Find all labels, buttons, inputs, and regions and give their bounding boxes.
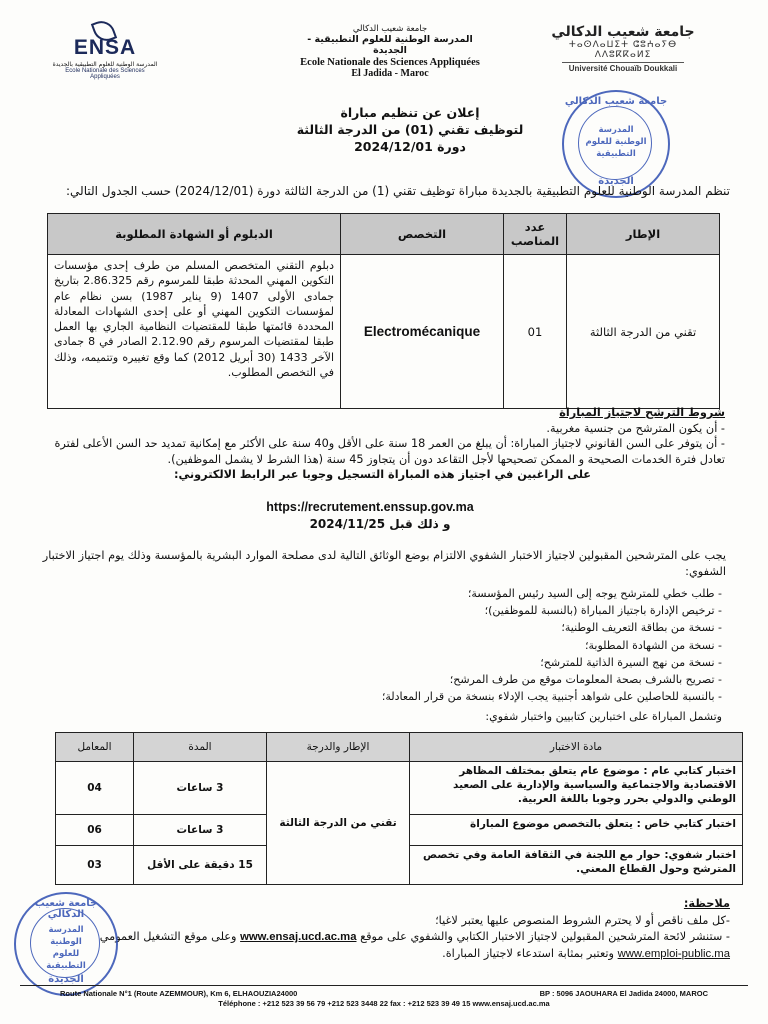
official-stamp-top (562, 90, 670, 198)
stamp-city: الجديدة (598, 176, 634, 187)
th-grade-level: الإطار والدرجة (267, 733, 410, 762)
documents-list (36, 585, 742, 705)
registration-link[interactable]: https://recrutement.enssup.gov.ma (266, 500, 474, 514)
cell-duration: 3 ساعات (134, 762, 267, 815)
cell-coefficient: 06 (56, 815, 134, 846)
stamp-text: جامعة شعيب الدكالي (34, 898, 98, 920)
header-school-ar: المدرسة الوطنية للعلوم التطبيقية - الجديدة (307, 34, 473, 56)
cell-count: 01 (504, 255, 567, 409)
list-item: - بالنسبة للحاصلين على شواهد أجنبية يجب الإدلاء بنسخة من قرار المعادلة؛ (36, 688, 722, 705)
ensaj-site-link[interactable]: www.ensaj.ucd.ac.ma (240, 931, 357, 943)
conditions-heading: شروط الترشح لاجتياز المباراة (559, 406, 725, 419)
cell-subject: اختبار كتابي خاص : يتعلق بالتخصص موضوع المباراة (410, 815, 743, 846)
header-univ-ar: جامعة شعيب الدكالي (352, 24, 428, 34)
list-item: - نسخة من بطاقة التعريف الوطنية؛ (36, 619, 722, 636)
list-item: - نسخة من نهج السيرة الذاتية للمترشح؛ (36, 654, 722, 671)
stamp-city: الجديدة (48, 974, 84, 985)
exams-table (55, 732, 743, 885)
th-subject: مادة الاختبار (410, 733, 743, 762)
th-duration: المدة (134, 733, 267, 762)
cell-subject: اختبار شفوي: حوار مع اللجنة في الثقافة العامة وفي تخصص المترشح وحول القطاع المعني. (410, 846, 743, 885)
title-line-1: إعلان عن تنظيم مباراة (340, 105, 480, 120)
stamp-inner-text: المدرسة الوطنية للعلوم التطبيقية (585, 125, 647, 159)
ensa-french-name: Ecole Nationale des Sciences Appliquées (65, 68, 145, 80)
footer (20, 985, 748, 1008)
positions-table (47, 213, 720, 409)
cell-diploma: دبلوم التقني المتخصص المسلم من طرف إحدى مؤسسات التكوين المهني المحدثة طبقا للمرسوم رقم 2.86.325 بتاريخ جمادى الأولى 1407 (9 يناير 1987) بسن نظام عام لمؤسسات التكوين المهني أو على إحدى الشهادات المعادلة المحددة قائمتها طبقا للمقتضيات النظامية الجاري بها العمل طبقا لمقتضيات المرسوم رقم 2.12.90 الصادر في 8 جمادى الآخر 1433 (30 أبريل 2012) كما وقع تغييره وتتميمه، وذلك في التخصص المطلوب. (48, 255, 341, 409)
univ-name-amazigh: ⵜⴰⵙⴷⴰⵡⵉⵜ ⵛⵓⵄⴰⵢⴱ ⴷⴷⵓⴽⴽⴰⵍⵉ (568, 40, 678, 60)
announcement-title (250, 104, 570, 155)
list-item: - نسخة من الشهادة المطلوبة؛ (36, 637, 722, 654)
header-city-fr: El Jadida - Maroc (351, 68, 429, 79)
footer-po-box: BP : 5096 JAOUHARA El Jadida 24000, MAROC (539, 989, 708, 998)
cell-coefficient: 04 (56, 762, 134, 815)
cell-grade: تقني من الدرجة الثالثة (567, 255, 720, 409)
table-row (48, 255, 720, 409)
cell-grade-level: تقني من الدرجة الثالثة (267, 762, 410, 885)
registration-deadline: و ذلك قبل 2024/11/25 (309, 517, 451, 531)
header-school-fr: Ecole Nationale des Sciences Appliquées (300, 57, 480, 68)
emploi-public-link[interactable]: www.emploi-public.ma (617, 947, 730, 960)
exam-note: وتشمل المباراة على اختبارين كتابيين واختبار شفوي: (485, 710, 722, 723)
cell-coefficient: 03 (56, 846, 134, 885)
stamp-inner-text: المدرسة الوطنية للعلوم التطبيقية (46, 925, 86, 971)
footer-address: Route Nationale N°1 (Route AZEMMOUR), Km 6, ELHAOUZIA24000 (60, 989, 298, 998)
condition-item: - أن يكون المترشح من جنسية مغربية. (546, 421, 725, 435)
list-item: - ترخيص الإدارة باجتياز المباراة (بالنسبة للموظفين)؛ (36, 602, 722, 619)
conditions-section (40, 405, 725, 483)
positions-table-header (48, 214, 720, 255)
title-line-2: لتوظيف تقني (01) من الدرجة الثالثة (296, 122, 524, 137)
footer-contact: Téléphone : +212 523 39 56 79 +212 523 3448 22 fax : +212 523 39 49 15 www.ensaj.ucd.ac.ma (218, 999, 550, 1008)
title-line-3: دورة 2024/12/01 (354, 139, 466, 154)
th-count: عدد المناصب (504, 214, 567, 255)
remark-item: -كل ملف ناقص أو لا يحترم الشروط المنصوص عليها يعتبر لاغيا؛ (435, 913, 730, 927)
remarks-heading: ملاحظة: (683, 897, 730, 910)
school-header (290, 24, 490, 79)
univ-name-fr: Université Chouaïb Doukkali (562, 62, 684, 73)
official-stamp-bottom (14, 892, 118, 996)
th-diploma: الدبلوم أو الشهادة المطلوبة (48, 214, 341, 255)
intro-paragraph: تنظم المدرسة الوطنية للعلوم التطبيقية بالجديدة مباراة توظيف تقني (1) من الدرجة الثالثة دورة (2024/12/01) حسب الجدول التالي: (66, 184, 730, 198)
ensa-mark: ENSA (73, 36, 137, 59)
th-coefficient: المعامل (56, 733, 134, 762)
th-grade: الإطار (567, 214, 720, 255)
remark-item (40, 929, 730, 962)
cell-duration: 15 دقيقة على الأقل (134, 846, 267, 885)
univ-name-ar: جامعة شعيب الدكالي (551, 24, 695, 40)
documents-intro: يجب على المترشحين المقبولين لاجتياز الاختبار الشفوي الالتزام بوضع الوثائق التالية لدى مصلحة الموارد البشرية بالمؤسسة وذلك يوم اجتياز الاختبار الشفوي: (42, 549, 726, 578)
ensa-logo (50, 14, 160, 86)
remarks-section (40, 896, 730, 962)
condition-item: - أن يتوفر على السن القانوني لاجتياز المباراة: أن يبلغ من العمر 18 سنة على الأقل و40 سنة على الأكثر مع إمكانية تمديد حد السن الأعلى لفترة تعادل فترة الخدمات الصحيحة و الممكن تصحيحها لأجل التقاعد دون أن يتجاوز 45 سنة (هذا الشرط لا يشمل الموظفين). (54, 437, 725, 466)
remark-text: - ستنشر لائحة المترشحين المقبولين لاجتياز الاختبار الكتابي والشفوي على موقع (360, 930, 730, 943)
table-row (56, 762, 743, 815)
cell-duration: 3 ساعات (134, 815, 267, 846)
th-specialty: التخصص (341, 214, 504, 255)
list-item: - طلب خطي للمترشح يوجه إلى السيد رئيس المؤسسة؛ (36, 585, 722, 602)
cell-specialty: Electromécanique (341, 255, 504, 409)
cell-subject: اختبار كتابي عام : موضوع عام يتعلق بمختلف المظاهر الاقتصادية والاجتماعية والسياسية والإدارية على الصعيد الوطني والدولي بحرر وجوبا باللغة العربية. (410, 762, 743, 815)
stamp-text: جامعة شعيب الدكالي (564, 96, 668, 107)
exams-table-header (56, 733, 743, 762)
remark-text: وتعتبر بمثابة استدعاء لاجتياز المباراة. (442, 946, 615, 960)
register-notice: على الراغبين في اجتياز هذه المباراة التسجيل وجوبا عبر الرابط الالكتروني: (173, 468, 592, 481)
university-logo (548, 24, 698, 73)
ensa-arabic-name: المدرسة الوطنية للعلوم التطبيقية بالجديدة (52, 61, 158, 68)
list-item: - تصريح بالشرف بصحة المعلومات موقع من طرف المرشح؛ (36, 671, 722, 688)
remark-text: وعلى موقع التشغيل العمومي (99, 930, 237, 943)
